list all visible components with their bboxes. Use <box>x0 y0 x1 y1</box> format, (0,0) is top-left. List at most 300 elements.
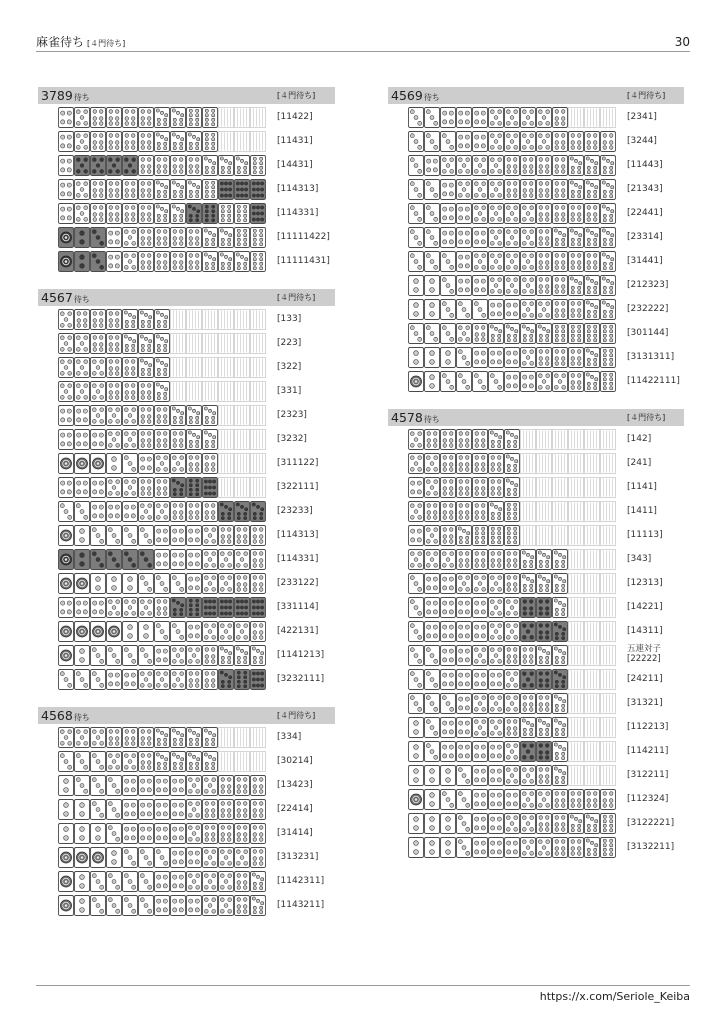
pin-mark <box>236 552 240 556</box>
pin-mark <box>418 515 422 519</box>
tile-face <box>251 800 266 820</box>
pin-mark <box>530 145 534 149</box>
pin-mark <box>475 601 479 605</box>
pin-mark <box>164 861 168 865</box>
pin-mark <box>522 361 526 365</box>
pin-mark <box>141 788 145 792</box>
tile-face <box>441 622 456 642</box>
pin-mark <box>490 624 494 628</box>
pin-mark <box>132 254 136 258</box>
tile-face <box>473 324 488 344</box>
pin-mark <box>208 534 212 538</box>
pin-mark <box>189 109 192 112</box>
pin-mark <box>64 827 69 832</box>
pin-mark <box>141 420 145 424</box>
pin-mark <box>494 606 498 610</box>
mahjong-tile <box>155 132 170 152</box>
pin-mark <box>141 836 145 840</box>
mahjong-tile <box>489 252 504 272</box>
mahjong-tile <box>553 622 568 642</box>
pin-mark <box>514 217 518 221</box>
pin-mark <box>253 267 256 270</box>
mahjong-tile <box>441 324 456 344</box>
pin-mark <box>197 758 200 761</box>
tile-face <box>139 132 154 152</box>
pin-mark <box>84 347 88 351</box>
pin-mark <box>131 117 135 121</box>
pin-mark <box>147 827 151 831</box>
pin-mark <box>109 218 113 222</box>
tile-face <box>235 776 250 796</box>
pin-mark <box>195 237 199 241</box>
pin-mark <box>189 851 193 855</box>
pin-mark <box>240 856 244 860</box>
pattern-label <box>627 280 668 290</box>
pin-mark <box>148 672 152 676</box>
pin-mark <box>610 166 613 169</box>
tile-face <box>107 728 122 748</box>
mahjong-tile <box>91 454 106 474</box>
pin-mark <box>196 613 199 616</box>
empty-tile-slot <box>203 358 218 378</box>
pin-mark <box>189 195 192 198</box>
pin-mark <box>156 683 160 687</box>
section-header <box>388 409 684 426</box>
tile-face <box>107 334 122 354</box>
pin-mark <box>80 240 85 245</box>
pin-mark <box>481 456 485 460</box>
pin-mark <box>140 504 144 508</box>
pin-mark <box>459 658 463 662</box>
empty-tile-slot <box>537 478 552 498</box>
pin-mark <box>163 165 167 169</box>
pin-mark <box>173 123 176 126</box>
pin-mark <box>132 408 136 412</box>
pin-mark <box>244 552 248 556</box>
mahjong-tile <box>601 372 616 392</box>
pin-mark <box>507 541 510 544</box>
pin-mark <box>237 886 241 890</box>
pattern-code: [1141] <box>627 482 657 492</box>
pin-mark <box>449 625 453 629</box>
pin-mark <box>514 440 517 443</box>
pin-mark <box>571 286 574 289</box>
pin-mark <box>261 206 264 209</box>
mahjong-tile <box>537 228 552 248</box>
pin-mark <box>131 788 135 792</box>
mahjong-tile <box>187 574 202 594</box>
pin-mark <box>157 415 161 419</box>
pin-mark <box>64 836 69 841</box>
empty-slot-frame <box>601 598 616 618</box>
pin-mark <box>555 110 559 114</box>
pin-mark <box>196 484 199 487</box>
pin-mark <box>227 528 231 532</box>
pattern-code: [331114] <box>277 602 319 612</box>
pin-mark <box>165 734 168 737</box>
pin-mark <box>141 439 145 443</box>
pin-mark <box>430 384 435 389</box>
pin-mark <box>610 373 613 376</box>
pin-mark <box>212 190 215 193</box>
pin-mark <box>124 456 128 460</box>
pin-mark <box>68 741 72 745</box>
pin-mark <box>260 512 263 515</box>
pin-mark <box>189 672 193 676</box>
pin-mark <box>529 384 533 388</box>
pin-mark <box>195 679 199 683</box>
pin-mark <box>546 560 549 563</box>
pin-mark <box>256 212 259 215</box>
pin-mark <box>578 243 581 246</box>
pin-mark <box>196 659 200 663</box>
pin-mark <box>603 171 606 174</box>
pin-mark <box>602 181 605 184</box>
pin-mark <box>176 601 179 604</box>
pin-mark <box>243 790 247 794</box>
pin-mark <box>147 466 151 470</box>
pin-mark <box>109 348 113 352</box>
pin-mark <box>260 166 263 169</box>
pin-mark <box>61 159 65 163</box>
pin-mark <box>478 260 482 264</box>
pin-mark <box>228 563 232 567</box>
pin-mark <box>93 490 97 494</box>
mahjong-tile <box>601 180 616 200</box>
pin-mark <box>603 219 606 222</box>
pin-mark <box>465 231 469 235</box>
pin-mark <box>80 908 85 913</box>
pin-mark <box>594 243 597 246</box>
mahjong-tile <box>489 646 504 666</box>
pin-mark <box>522 254 526 258</box>
pin-mark <box>131 360 135 364</box>
pin-mark <box>474 648 478 652</box>
pin-mark <box>530 121 534 125</box>
pin-mark <box>160 385 163 388</box>
pin-mark <box>189 493 192 496</box>
pin-mark <box>140 850 144 854</box>
pin-mark <box>261 508 264 511</box>
pin-mark <box>228 656 231 659</box>
pin-mark <box>109 384 113 388</box>
pin-mark <box>205 655 209 659</box>
pin-mark <box>449 528 453 532</box>
pin-mark <box>132 885 136 889</box>
mahjong-tile <box>235 824 250 844</box>
empty-tile-slot <box>569 574 584 594</box>
pin-mark <box>156 729 159 732</box>
pin-mark <box>124 648 128 652</box>
empty-tile-slot <box>601 574 616 594</box>
tile-face <box>473 526 488 546</box>
mahjong-tile <box>139 228 154 248</box>
mahjong-tile <box>235 776 250 796</box>
mahjong-tile <box>505 276 520 296</box>
pin-mark <box>83 324 87 328</box>
mahjong-tile <box>123 180 138 200</box>
empty-slot-frame <box>569 502 584 522</box>
pin-mark <box>131 505 135 509</box>
hand-row <box>38 523 335 547</box>
pin-mark <box>224 558 228 562</box>
pin-mark <box>189 142 192 145</box>
mahjong-tile <box>585 300 600 320</box>
pin-mark <box>195 165 199 169</box>
pin-mark <box>562 339 565 342</box>
pin-mark <box>115 231 119 235</box>
pin-mark <box>497 468 501 472</box>
pin-mark <box>474 265 478 269</box>
pin-mark <box>482 536 485 539</box>
pin-mark <box>465 264 469 268</box>
pin-mark <box>474 158 478 162</box>
pin-mark <box>132 158 136 162</box>
pin-mark <box>590 231 593 234</box>
tile-face <box>187 454 202 474</box>
pin-mark <box>237 898 241 902</box>
pin-mark <box>603 291 606 294</box>
pin-mark <box>555 122 559 126</box>
pin-mark <box>176 678 180 682</box>
pin-mark <box>507 303 511 307</box>
pin-mark <box>195 899 199 903</box>
pin-mark <box>112 784 116 788</box>
pattern-label <box>627 434 651 444</box>
pin-mark <box>256 672 259 675</box>
section-header <box>38 289 335 306</box>
mahjong-tile <box>473 132 488 152</box>
pin-mark <box>253 631 257 635</box>
pin-mark <box>475 135 479 139</box>
empty-tile-slot <box>585 454 600 474</box>
pin-mark <box>189 604 192 607</box>
pin-mark <box>261 218 264 221</box>
pin-mark <box>173 195 176 198</box>
tile-face <box>441 454 456 474</box>
empty-slot-frame <box>537 430 552 450</box>
pin-mark <box>427 439 431 443</box>
pin-mark <box>443 504 447 508</box>
pin-mark <box>67 111 71 115</box>
pin-mark <box>498 182 502 186</box>
pin-mark <box>237 680 240 683</box>
pin-mark <box>506 600 510 604</box>
pin-mark-center <box>65 856 68 859</box>
pin-mark <box>189 261 193 265</box>
pin-mark <box>141 182 145 186</box>
mahjong-tile <box>75 728 90 748</box>
pin-mark-center <box>81 582 84 585</box>
pin-mark <box>192 880 196 884</box>
mahjong-tile <box>75 334 90 354</box>
pin-mark <box>211 660 215 664</box>
pattern-code: [311122] <box>277 458 319 468</box>
pin-mark <box>514 536 517 539</box>
mahjong-tile <box>171 824 186 844</box>
pin-mark <box>539 242 543 246</box>
mahjong-tile <box>251 502 266 522</box>
pin-mark <box>76 371 80 375</box>
pin-mark <box>160 207 163 210</box>
pin-mark <box>213 734 216 737</box>
mahjong-tile <box>123 800 138 820</box>
pin-mark <box>147 391 151 395</box>
pin-mark <box>76 730 80 734</box>
tile-face <box>107 132 122 152</box>
pin-mark <box>148 611 152 615</box>
pin-mark <box>474 659 478 663</box>
mahjong-tile <box>171 646 186 666</box>
pin-mark <box>115 110 119 114</box>
pin-mark <box>164 672 168 676</box>
pattern-code: [322111] <box>277 482 319 492</box>
pin-mark <box>96 880 100 884</box>
wait-numbers: 3789 <box>41 88 73 103</box>
pin-mark <box>68 360 72 364</box>
pin-mark <box>208 880 212 884</box>
pin-mark <box>587 218 591 222</box>
pin-mark <box>64 318 68 322</box>
pin-mark <box>571 238 574 241</box>
mahjong-tile <box>441 430 456 450</box>
pin-mark <box>434 145 438 149</box>
pin-mark <box>93 194 97 198</box>
pin-mark <box>164 349 167 352</box>
pin-mark <box>68 395 72 399</box>
pin-mark <box>443 535 447 539</box>
tile-face <box>473 478 488 498</box>
pin-mark <box>546 134 550 138</box>
pin-mark <box>189 219 192 222</box>
pin-mark <box>256 649 259 652</box>
pin-mark <box>84 193 88 197</box>
mahjong-tile <box>235 848 250 868</box>
pin-mark <box>458 302 462 306</box>
pin-mark <box>561 218 565 222</box>
empty-slot-frame <box>251 728 266 748</box>
pin-mark <box>141 189 145 193</box>
pin-mark <box>125 391 129 395</box>
pin-mark <box>418 145 422 149</box>
tile-face <box>601 132 616 152</box>
mahjong-tile <box>139 550 154 570</box>
tile-face <box>409 526 424 546</box>
tile-face <box>441 180 456 200</box>
pin-mark <box>515 436 518 439</box>
pin-mark <box>96 390 100 394</box>
mahjong-tile <box>425 300 440 320</box>
mahjong-tile <box>521 108 536 128</box>
pin-mark <box>465 504 469 508</box>
pin-mark <box>574 231 577 234</box>
mahjong-tile <box>59 574 74 594</box>
pin-mark <box>112 851 117 856</box>
pin-mark <box>450 145 454 149</box>
pin-mark <box>526 236 530 240</box>
pin-mark-center <box>81 630 84 633</box>
pin-mark <box>498 635 502 639</box>
pin-mark <box>205 511 209 515</box>
pin-mark <box>561 254 565 258</box>
mahjong-tile <box>123 156 138 176</box>
tile-face <box>107 382 122 402</box>
pin-mark <box>491 463 495 467</box>
pin-mark <box>530 565 533 568</box>
pin-mark <box>510 433 513 436</box>
pin-mark <box>141 165 145 169</box>
mahjong-tile <box>585 324 600 344</box>
pin-mark <box>522 206 526 210</box>
tile-face <box>251 550 266 570</box>
pattern-label <box>277 756 313 766</box>
mahjong-tile <box>457 502 472 522</box>
pattern-label <box>277 554 318 564</box>
pin-mark <box>562 238 565 241</box>
mahjong-tile <box>219 598 234 618</box>
pin-mark <box>147 742 151 746</box>
pin-mark <box>260 882 263 885</box>
pin-mark <box>196 743 199 746</box>
pin-mark <box>64 678 68 682</box>
pin-mark <box>259 814 263 818</box>
empty-tile-slot <box>203 382 218 402</box>
mahjong-tile <box>203 824 218 844</box>
pin-mark <box>100 419 104 423</box>
pin-mark <box>490 325 493 328</box>
pin-mark <box>240 558 244 562</box>
pin-mark <box>141 761 145 765</box>
pin-mark <box>84 182 88 186</box>
pin-mark <box>125 146 129 150</box>
pin-mark <box>141 444 145 448</box>
empty-tile-slot <box>219 310 234 330</box>
empty-slot-frame <box>553 478 568 498</box>
mahjong-tile <box>473 300 488 320</box>
mahjong-tile <box>219 824 234 844</box>
pin-mark <box>109 117 113 121</box>
pin-mark <box>427 432 431 436</box>
mahjong-tile <box>123 752 138 772</box>
pin-mark <box>141 827 145 831</box>
pin-mark <box>205 762 208 765</box>
pin-mark <box>526 116 530 120</box>
pin-mark <box>165 210 168 213</box>
tile-face <box>203 646 218 666</box>
tile-face <box>107 108 122 128</box>
mahjong-tile <box>425 646 440 666</box>
mahjong-tile <box>107 598 122 618</box>
pin-mark <box>84 206 88 210</box>
pin-mark <box>173 421 176 424</box>
pin-mark <box>507 384 511 388</box>
pin-mark <box>491 468 495 472</box>
pin-mark <box>212 762 215 765</box>
pin-mark <box>539 230 543 234</box>
pin-mark <box>510 260 514 264</box>
pin-mark <box>196 608 199 611</box>
pin-mark <box>179 875 183 879</box>
pin-mark <box>430 303 435 308</box>
pin-mark <box>179 562 183 566</box>
empty-tile-slot <box>569 598 584 618</box>
pin-mark <box>228 512 231 515</box>
tile-face <box>505 372 520 392</box>
pin-mark <box>125 218 129 222</box>
pin-mark <box>100 169 104 173</box>
pin-mark <box>148 683 152 687</box>
pin-mark-center <box>81 462 84 465</box>
